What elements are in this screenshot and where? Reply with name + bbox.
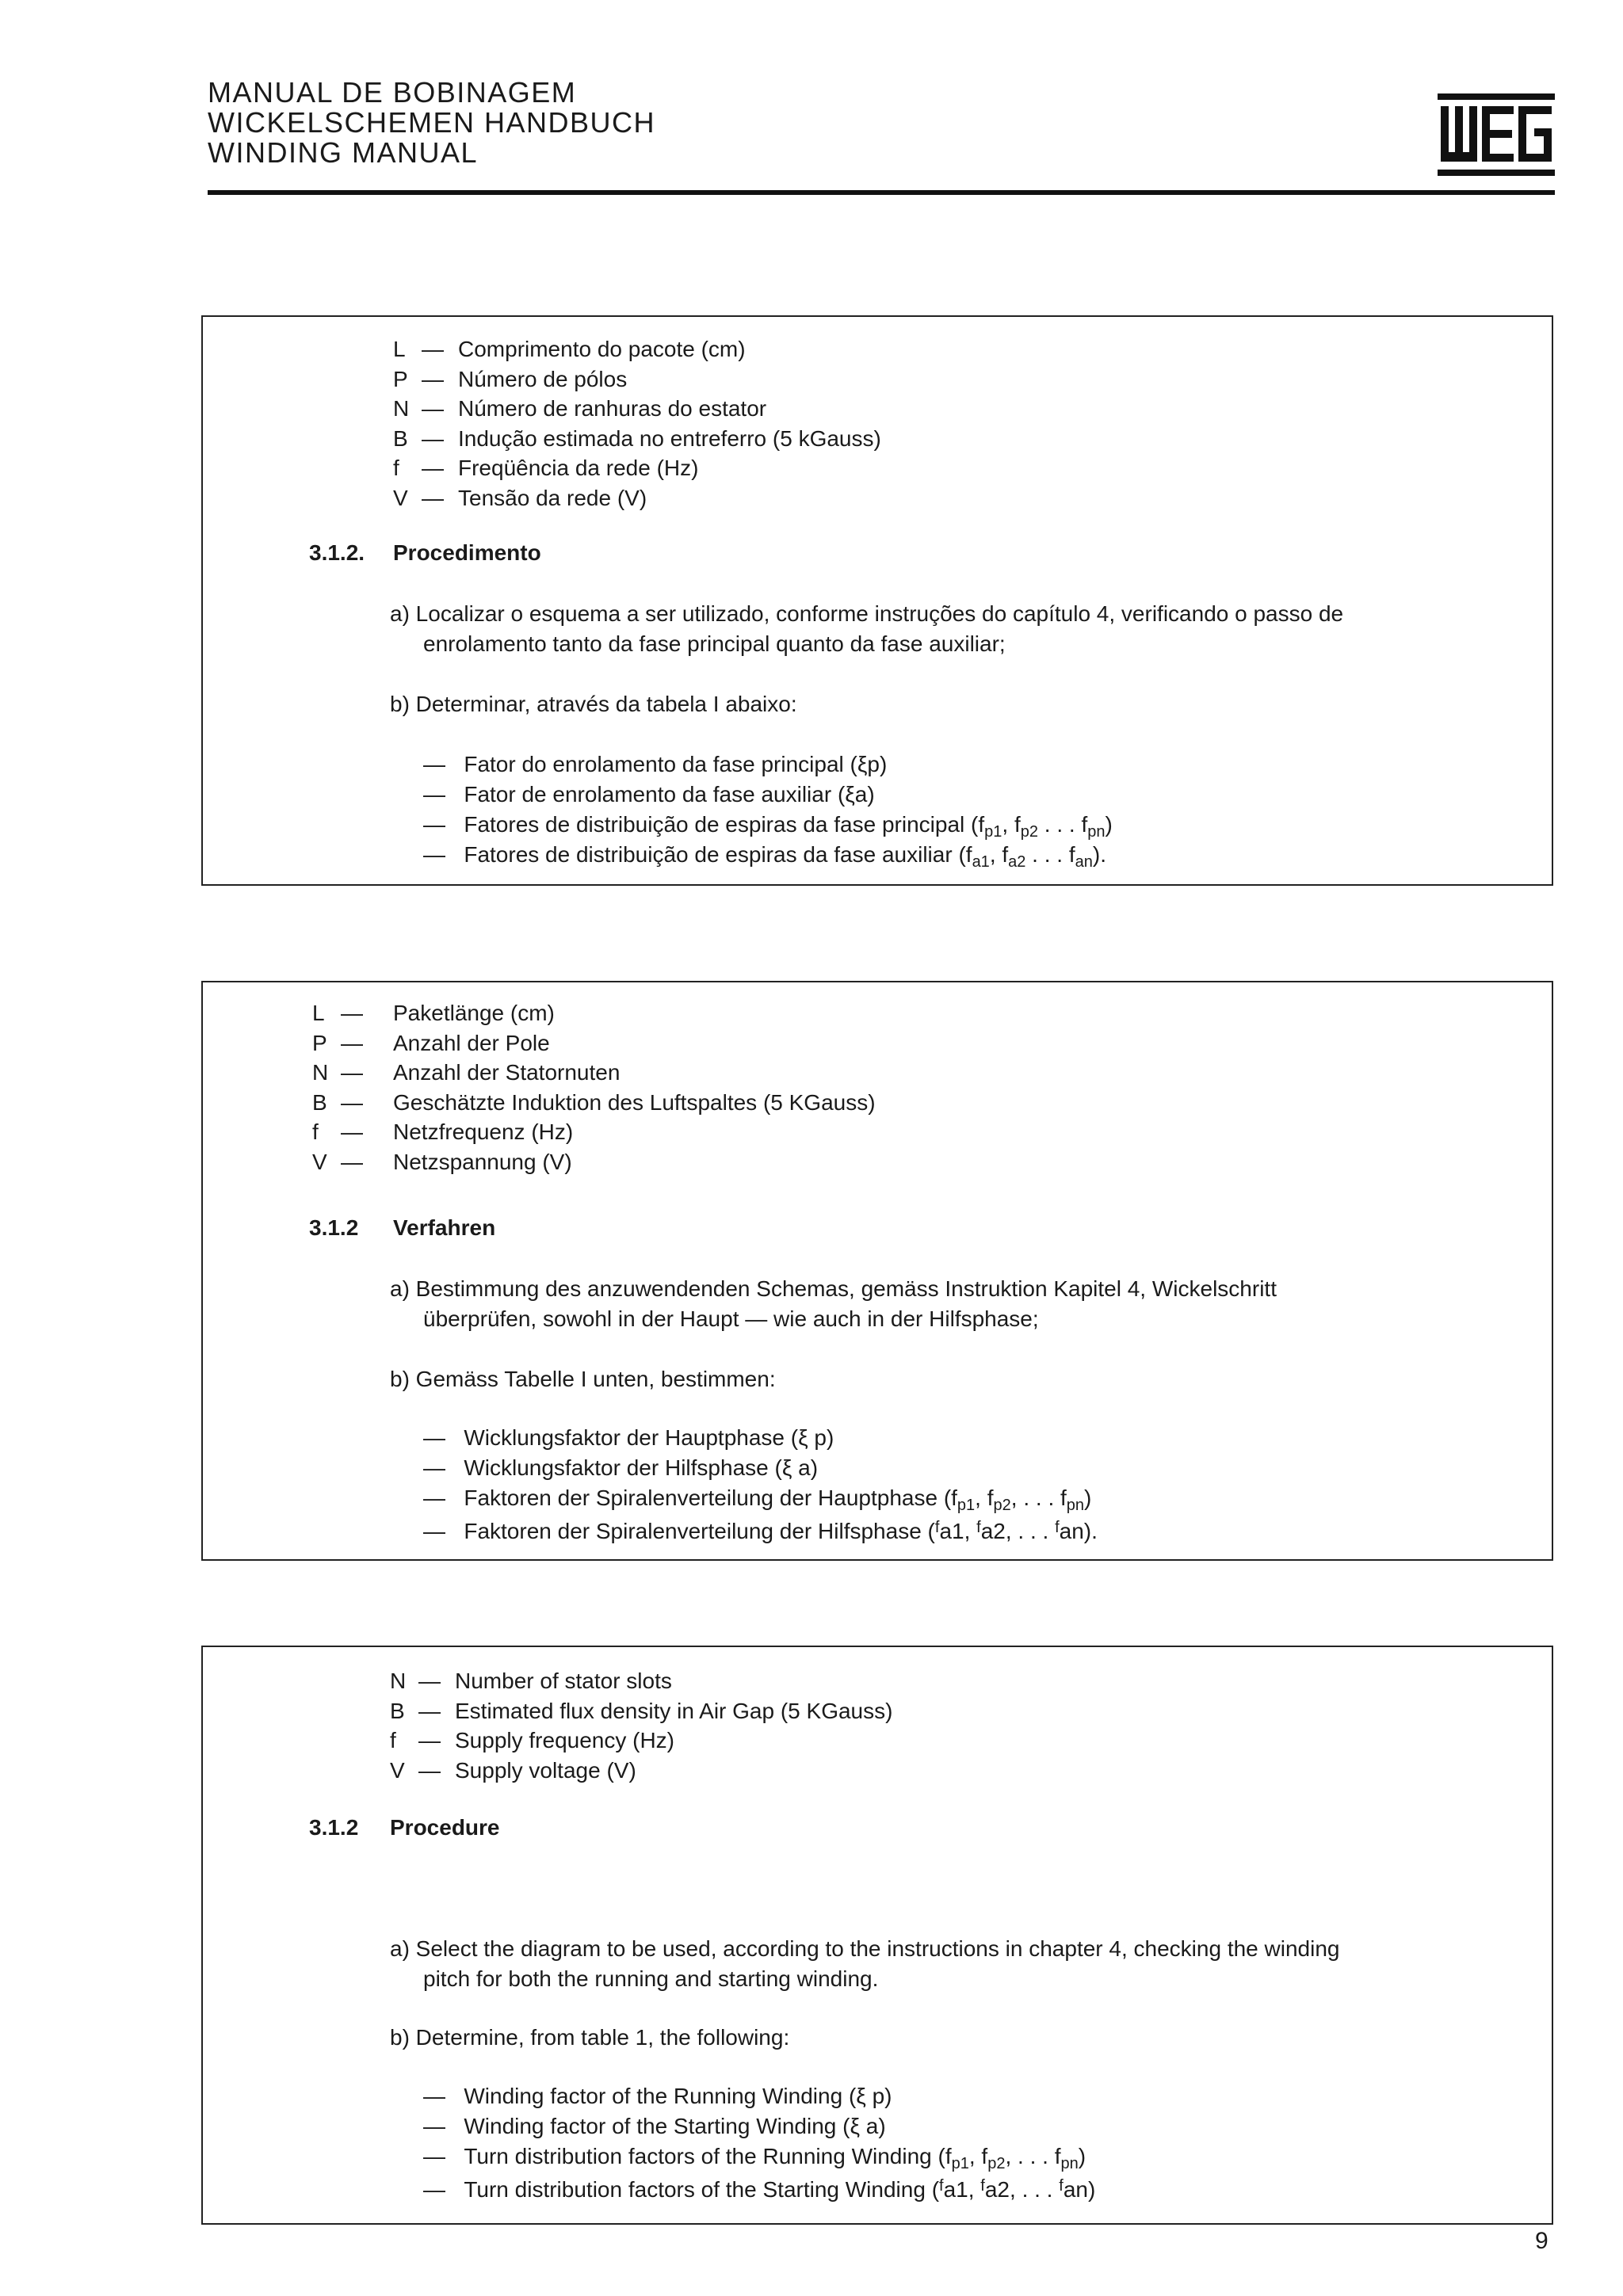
variable-description: Netzspannung (V) bbox=[393, 1149, 572, 1174]
step-a-pt-line1: a) Localizar o esquema a ser utilizado, conforme instruções do capítulo 4, verificando o passo de bbox=[390, 601, 1344, 626]
variable-description: Indução estimada no entreferro (5 kGauss) bbox=[458, 425, 881, 451]
variable-description: Número de pólos bbox=[458, 366, 628, 391]
section-box-portuguese bbox=[201, 315, 1553, 886]
variable-description: Netzfrequenz (Hz) bbox=[393, 1119, 574, 1144]
section-box-german bbox=[201, 981, 1553, 1561]
step-a-de-line1: a) Bestimmung des anzuwendenden Schemas, gemäss Instruktion Kapitel 4, Wickelschritt bbox=[390, 1276, 1277, 1301]
bullet-de-4: — Faktoren der Spiralenverteilung der Hilfsphase ($^f$a1, $^f$a2, . . . $^f$an). bbox=[423, 1519, 1098, 1543]
step-b-de: b) Gemäss Tabelle I unten, bestimmen: bbox=[390, 1367, 776, 1391]
bullet-de-1: — Wicklungsfaktor der Hauptphase (ξ p) bbox=[423, 1425, 834, 1450]
bullet-en-2: — Winding factor of the Starting Winding (ξ a) bbox=[423, 2114, 886, 2138]
step-b-pt: b) Determinar, através da tabela I abaixo: bbox=[390, 692, 797, 716]
variable-symbol: B bbox=[393, 425, 408, 451]
bullet-pt-4: — Fatores de distribuição de espiras da fase auxiliar ($f_{a1}$, $f_{a2}$ . . . $f_{an}$). bbox=[423, 842, 1106, 871]
bullet-en-1: — Winding factor of the Running Winding (ξ p) bbox=[423, 2084, 892, 2108]
variable-symbol: f bbox=[393, 456, 399, 480]
variable-dash: — bbox=[341, 1001, 363, 1025]
variable-symbol: f bbox=[390, 1728, 396, 1753]
variable-description: Estimated flux density in Air Gap (5 KGauss) bbox=[455, 1698, 893, 1723]
variable-symbol: L bbox=[312, 1001, 325, 1025]
variable-description: Tensão da rede (V) bbox=[458, 485, 647, 510]
header-title-pt: MANUAL DE BOBINAGEM bbox=[208, 76, 577, 109]
variable-description: Anzahl der Pole bbox=[393, 1030, 550, 1055]
variable-symbol: N bbox=[312, 1060, 329, 1085]
variable-symbol: N bbox=[390, 1669, 407, 1693]
variable-dash: — bbox=[422, 425, 444, 451]
bullet-pt-3: — Fatores de distribuição de espiras da fase principal ($f_{p1}$, $f_{p2}$ . . . $f_{pn}$) bbox=[423, 812, 1113, 841]
variable-description: Freqüência da rede (Hz) bbox=[458, 456, 699, 480]
section-box-english bbox=[201, 1646, 1553, 2225]
variable-symbol: L bbox=[393, 337, 406, 361]
weg-logo bbox=[1438, 93, 1555, 176]
variable-symbol: B bbox=[312, 1089, 327, 1115]
variable-symbol: f bbox=[312, 1119, 319, 1144]
step-b-en: b) Determine, from table 1, the following: bbox=[390, 2025, 790, 2050]
section-number-pt: 3.1.2. bbox=[309, 540, 365, 565]
variable-dash: — bbox=[341, 1030, 363, 1055]
bullet-en-4: — Turn distribution factors of the Starting Winding ($^f$a1, $^f$a2, . . . $^f$an) bbox=[423, 2177, 1096, 2202]
variable-symbol: V bbox=[393, 485, 408, 510]
variable-description: Comprimento do pacote (cm) bbox=[458, 337, 746, 361]
variable-description: Number of stator slots bbox=[455, 1669, 672, 1693]
section-title-de: Verfahren bbox=[393, 1215, 496, 1240]
variable-description: Geschätzte Induktion des Luftspaltes (5 KGauss) bbox=[393, 1089, 876, 1115]
variable-dash: — bbox=[422, 337, 444, 361]
bullet-en-3: — Turn distribution factors of the Running Winding ($f_{p1}$, $f_{p2}$, . . . $f_{pn}$) bbox=[423, 2144, 1086, 2172]
bullet-pt-1: — Fator do enrolamento da fase principal (ξp) bbox=[423, 752, 888, 776]
variable-symbol: P bbox=[393, 366, 408, 391]
header-title-en: WINDING MANUAL bbox=[208, 136, 479, 169]
bullet-pt-2: — Fator de enrolamento da fase auxiliar (ξa) bbox=[423, 782, 875, 807]
bullet-de-2: — Wicklungsfaktor der Hilfsphase (ξ a) bbox=[423, 1455, 819, 1480]
variable-dash: — bbox=[418, 1728, 441, 1753]
page-number: 9 bbox=[1535, 2228, 1549, 2254]
step-a-pt-line2: enrolamento tanto da fase principal quanto da fase auxiliar; bbox=[423, 631, 1006, 656]
variable-dash: — bbox=[341, 1149, 363, 1174]
header-rule bbox=[208, 190, 1555, 195]
variable-dash: — bbox=[418, 1698, 441, 1723]
variable-dash: — bbox=[422, 396, 444, 421]
variable-dash: — bbox=[341, 1060, 363, 1085]
section-title-pt: Procedimento bbox=[393, 540, 541, 565]
variable-symbol: P bbox=[312, 1030, 327, 1055]
variable-dash: — bbox=[418, 1757, 441, 1783]
variable-dash: — bbox=[422, 456, 444, 480]
variable-description: Supply frequency (Hz) bbox=[455, 1728, 675, 1753]
variable-description: Número de ranhuras do estator bbox=[458, 396, 767, 421]
variable-dash: — bbox=[422, 485, 444, 510]
variable-description: Anzahl der Statornuten bbox=[393, 1060, 621, 1085]
step-a-en-line1: a) Select the diagram to be used, according to the instructions in chapter 4, checking the winding bbox=[390, 1936, 1340, 1961]
header-title-de: WICKELSCHEMEN HANDBUCH bbox=[208, 106, 656, 139]
step-a-de-line2: überprüfen, sowohl in der Haupt — wie auch in der Hilfsphase; bbox=[423, 1306, 1039, 1331]
variable-dash: — bbox=[341, 1089, 363, 1115]
variable-symbol: N bbox=[393, 396, 410, 421]
variable-symbol: V bbox=[390, 1757, 405, 1783]
variable-dash: — bbox=[422, 366, 444, 391]
section-number-de: 3.1.2 bbox=[309, 1215, 359, 1240]
variable-symbol: V bbox=[312, 1149, 327, 1174]
bullet-de-3: — Faktoren der Spiralenverteilung der Hauptphase ($f_{p1}$, $f_{p2}$, . . . $f_{pn}$) bbox=[423, 1486, 1092, 1514]
variable-description: Supply voltage (V) bbox=[455, 1757, 636, 1783]
variable-symbol: B bbox=[390, 1698, 405, 1723]
variable-dash: — bbox=[341, 1119, 363, 1144]
variable-description: Paketlänge (cm) bbox=[393, 1001, 555, 1025]
section-number-en: 3.1.2 bbox=[309, 1815, 359, 1840]
section-title-en: Procedure bbox=[390, 1815, 500, 1840]
step-a-en-line2: pitch for both the running and starting winding. bbox=[423, 1966, 879, 1991]
page-header bbox=[208, 78, 1555, 168]
variable-dash: — bbox=[418, 1669, 441, 1693]
